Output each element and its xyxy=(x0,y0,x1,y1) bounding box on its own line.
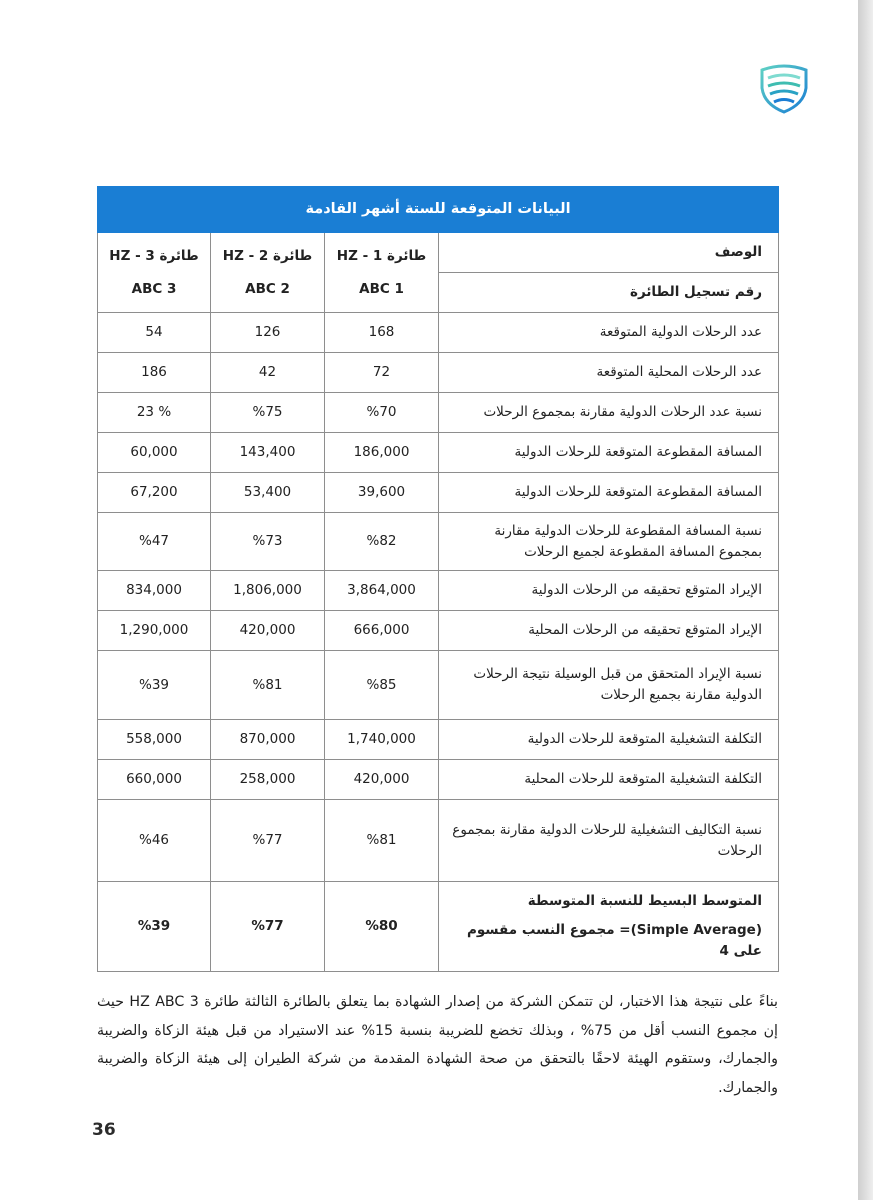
row-value-2: 258,000 xyxy=(211,760,325,800)
table-row xyxy=(98,433,779,473)
page-number: 36 xyxy=(92,1120,116,1140)
average-desc xyxy=(439,882,779,972)
row-desc: التكلفة التشغيلية المتوقعة للرحلات الدولية xyxy=(439,720,779,760)
table-row xyxy=(98,760,779,800)
row-value-2: 42 xyxy=(211,353,325,393)
table-row xyxy=(98,473,779,513)
desc-header: الوصف xyxy=(439,233,779,273)
row-value-3: 186 xyxy=(98,353,211,393)
row-value-1: 3,864,000 xyxy=(325,571,439,611)
row-value-2: %81 xyxy=(211,651,325,720)
table-row xyxy=(98,393,779,433)
row-value-1: %85 xyxy=(325,651,439,720)
row-value-3: 23 % xyxy=(98,393,211,433)
table-row xyxy=(98,313,779,353)
row-value-3: %47 xyxy=(98,513,211,571)
row-value-3: %39 xyxy=(98,651,211,720)
row-value-1: %70 xyxy=(325,393,439,433)
row-value-3: 660,000 xyxy=(98,760,211,800)
row-desc: المسافة المقطوعة المتوقعة للرحلات الدولية xyxy=(439,473,779,513)
row-value-2: %75 xyxy=(211,393,325,433)
row-value-1: 1,740,000 xyxy=(325,720,439,760)
table-title-row xyxy=(98,187,779,233)
average-title: المتوسط البسيط للنسبة المتوسطة xyxy=(527,893,763,909)
row-value-2: %73 xyxy=(211,513,325,571)
aircraft-name: طائرة 1 - HZ xyxy=(336,247,427,264)
row-value-2: 420,000 xyxy=(211,611,325,651)
row-value-2: 1,806,000 xyxy=(211,571,325,611)
row-value-1: 420,000 xyxy=(325,760,439,800)
row-value-3: 558,000 xyxy=(98,720,211,760)
row-value-3: 60,000 xyxy=(98,433,211,473)
row-value-2: 870,000 xyxy=(211,720,325,760)
table-row xyxy=(98,651,779,720)
row-value-1: 39,600 xyxy=(325,473,439,513)
aircraft-1-header xyxy=(325,233,439,313)
header-row xyxy=(98,233,779,273)
row-value-3: 1,290,000 xyxy=(98,611,211,651)
row-desc: عدد الرحلات الدولية المتوقعة xyxy=(439,313,779,353)
row-desc: المسافة المقطوعة المتوقعة للرحلات الدولية xyxy=(439,433,779,473)
row-desc: نسبة التكاليف التشغيلية للرحلات الدولية مقارنة بمجموع الرحلات xyxy=(439,800,779,882)
average-value-1: %80 xyxy=(325,882,439,972)
row-value-2: 126 xyxy=(211,313,325,353)
aircraft-reg: ABC 1 xyxy=(359,280,404,297)
conclusion-paragraph: بناءً على نتيجة هذا الاختبار، لن تتمكن الشركة من إصدار الشهادة بما يتعلق بالطائرة الثالثة طائرة HZ ABC 3 حيث إن مجموع النسب أقل من 75% ، وبذلك تخضع للضريبة بنسبة 15% عند الاستيراد من قبل هيئة الزكاة والضريبة والجمارك، وستقوم الهيئة لاحقًا بالتحقق من صحة الشهادة المقدمة من شركة الطيران إلى هيئة الزكاة والضريبة والجمارك. xyxy=(97,994,779,1096)
row-value-2: %77 xyxy=(211,800,325,882)
row-value-2: 143,400 xyxy=(211,433,325,473)
table-row xyxy=(98,720,779,760)
row-desc: نسبة المسافة المقطوعة للرحلات الدولية مقارنة بمجموع المسافة المقطوعة لجميع الرحلات xyxy=(439,513,779,571)
row-value-3: 67,200 xyxy=(98,473,211,513)
average-formula: (Simple Average)= مجموع النسب مقسوم على 4 xyxy=(466,922,763,959)
row-desc: نسبة الإيراد المتحقق من قبل الوسيلة نتيجة الرحلات الدولية مقارنة بجميع الرحلات xyxy=(439,651,779,720)
row-value-1: 186,000 xyxy=(325,433,439,473)
average-value-3: %39 xyxy=(98,882,211,972)
average-row xyxy=(98,882,779,972)
row-value-1: 168 xyxy=(325,313,439,353)
row-value-1: 72 xyxy=(325,353,439,393)
authority-logo-icon xyxy=(758,64,810,114)
row-value-1: %82 xyxy=(325,513,439,571)
average-value-2: %77 xyxy=(211,882,325,972)
row-desc: الإيراد المتوقع تحقيقه من الرحلات الدولية xyxy=(439,571,779,611)
table-title: البيانات المتوقعة للستة أشهر القادمة xyxy=(98,187,779,233)
table-row xyxy=(98,800,779,882)
row-desc: التكلفة التشغيلية المتوقعة للرحلات المحلية xyxy=(439,760,779,800)
aircraft-3-header xyxy=(98,233,211,313)
row-value-3: 54 xyxy=(98,313,211,353)
aircraft-name: طائرة 2 - HZ xyxy=(222,247,313,264)
aircraft-reg: ABC 2 xyxy=(245,280,290,297)
row-value-3: %46 xyxy=(98,800,211,882)
row-value-3: 834,000 xyxy=(98,571,211,611)
registration-header: رقم تسجيل الطائرة xyxy=(439,273,779,313)
table-row xyxy=(98,353,779,393)
aircraft-reg: ABC 3 xyxy=(131,280,177,297)
page-edge-shadow xyxy=(858,0,873,1200)
row-desc: عدد الرحلات المحلية المتوقعة xyxy=(439,353,779,393)
row-desc: الإيراد المتوقع تحقيقه من الرحلات المحلية xyxy=(439,611,779,651)
forecast-table xyxy=(97,186,779,972)
table-row xyxy=(98,513,779,571)
row-value-1: %81 xyxy=(325,800,439,882)
aircraft-2-header xyxy=(211,233,325,313)
table-row xyxy=(98,611,779,651)
row-desc: نسبة عدد الرحلات الدولية مقارنة بمجموع الرحلات xyxy=(439,393,779,433)
row-value-2: 53,400 xyxy=(211,473,325,513)
aircraft-name: طائرة 3 - HZ xyxy=(109,247,199,264)
table-row xyxy=(98,571,779,611)
row-value-1: 666,000 xyxy=(325,611,439,651)
